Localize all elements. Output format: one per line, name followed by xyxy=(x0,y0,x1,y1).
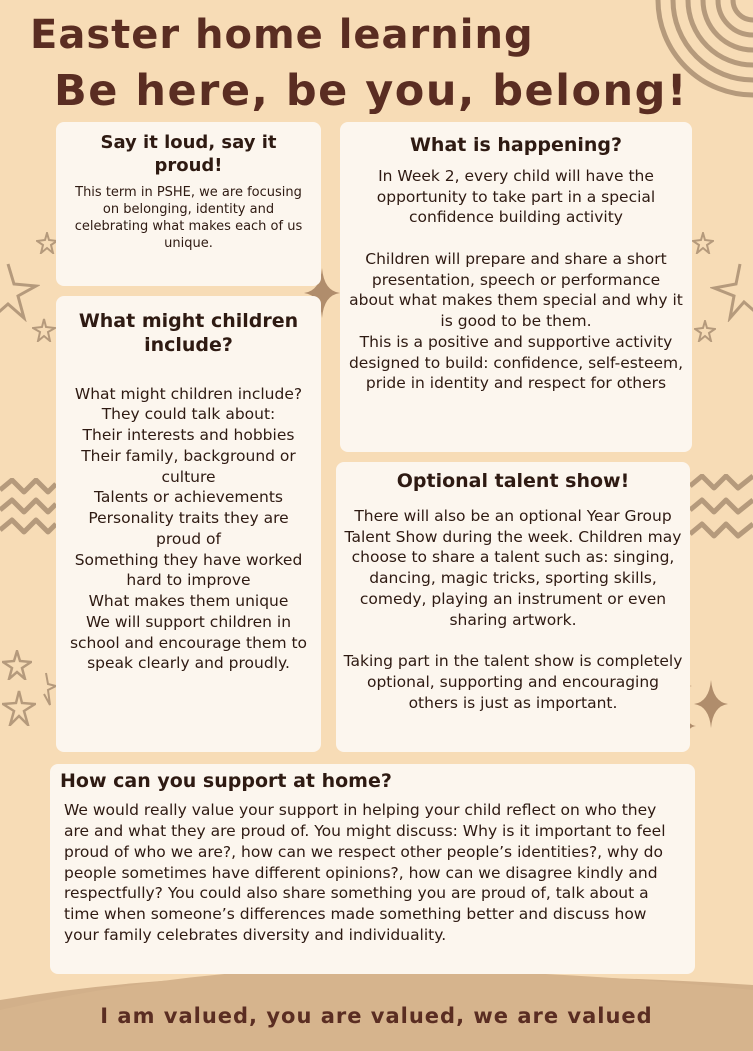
star-outline-icon xyxy=(36,672,56,706)
star-outline-icon xyxy=(694,320,716,342)
card-body: What might children include? They could talk about: Their interests and hobbies Their family, background or culture Talents or achievements Personality traits they are proud of Something they have worked hard to improve What makes them unique We will support children in school and encourage them to speak clearly and proudly. xyxy=(69,384,308,673)
card-body: This term in PSHE, we are focusing on belonging, identity and celebrating what makes each of us unique. xyxy=(74,185,303,251)
star-outline-icon xyxy=(0,262,40,322)
zigzag-icon xyxy=(0,478,56,538)
card-say-it-loud xyxy=(56,122,321,286)
card-support-at-home xyxy=(50,764,695,974)
footer-slogan: I am valued, you are valued, we are valued xyxy=(100,1004,653,1028)
star-outline-icon xyxy=(692,232,714,254)
star-outline-icon xyxy=(32,318,56,342)
card-talent-show xyxy=(336,462,690,752)
card-title: How can you support at home? xyxy=(60,770,392,792)
star-outline-icon xyxy=(2,650,32,680)
zigzag-icon xyxy=(690,474,753,548)
card-body: In Week 2, every child will have the opportunity to take part in a special confidence building activity Children will prepare and share a short presentation, speech or performance about what makes them special and why it is good to be them. This is a positive and supportive activity designed to build: confidence, self-esteem, pride in identity and respect for others xyxy=(348,166,684,393)
card-what-is-happening xyxy=(340,122,692,452)
card-what-might-children-include xyxy=(56,296,321,752)
star-outline-icon xyxy=(2,690,36,726)
card-title: Say it loud, say it proud! xyxy=(100,132,277,176)
page-subtitle: Be here, be you, belong! xyxy=(54,66,688,116)
card-body: We would really value your support in helping your child reflect on who they are and what they are proud of. You might discuss: Why is it important to feel proud of who we are?, how can we respect other people’s identities?, why do people sometimes have different opinions?, how can we disagree kindly and respectfully? You could also share something you are proud of, talk about a time when someone’s differences made something better and discuss how your family celebrates diversity and individuality. xyxy=(64,800,666,945)
page-title: Easter home learning xyxy=(30,12,534,58)
sparkle-icon xyxy=(694,680,728,728)
star-outline-icon xyxy=(710,262,753,322)
card-title: What might children include? xyxy=(78,310,299,356)
card-title: Optional talent show! xyxy=(396,470,630,492)
star-outline-icon xyxy=(36,232,58,254)
card-title: What is happening? xyxy=(409,134,623,156)
card-body: There will also be an optional Year Group Talent Show during the week. Children may choose to share a talent such as: singing, dancing, magic tricks, sporting skills, comedy, playing an instrument or even sharing artwork. Taking part in the talent show is completely optional, supporting and encouraging others is just as important. xyxy=(343,506,683,712)
